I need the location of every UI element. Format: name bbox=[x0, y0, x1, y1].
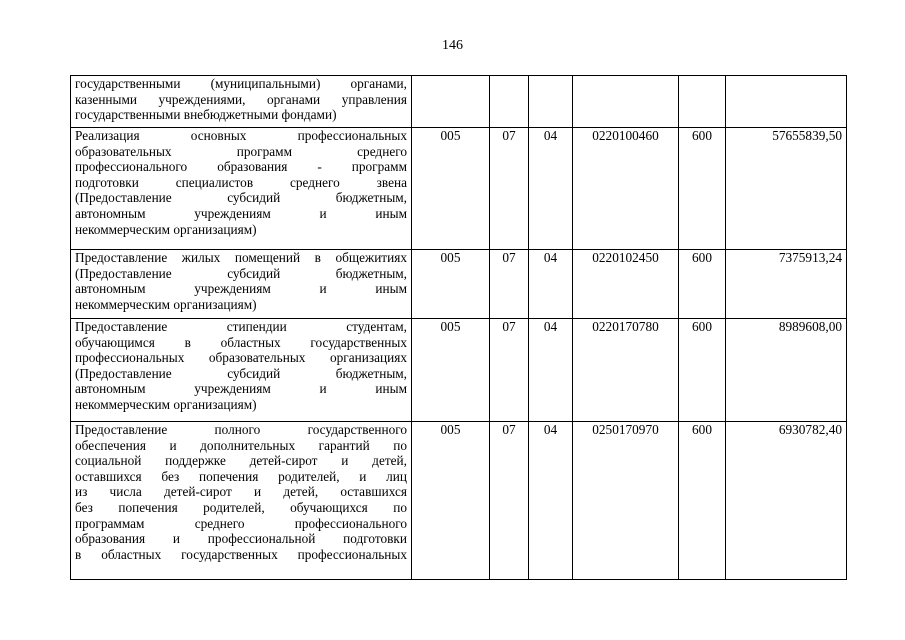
row-description bbox=[71, 76, 412, 128]
section-cell bbox=[490, 76, 529, 128]
target-article-cell: 0220102450 bbox=[573, 250, 679, 319]
description-line: подготовки специалистов среднего звена bbox=[75, 174, 407, 190]
section-cell: 07 bbox=[490, 250, 529, 319]
page-number: 146 bbox=[442, 38, 463, 53]
admin-code-cell bbox=[412, 76, 490, 128]
expense-kind-cell: 600 bbox=[679, 422, 726, 580]
table-row bbox=[71, 128, 847, 250]
amount-cell: 57655839,50 bbox=[726, 128, 847, 250]
description-line: (Предоставление субсидий бюджетным, bbox=[75, 365, 407, 381]
description-line: оставшихся без попечения родителей, и лиц bbox=[75, 468, 407, 484]
description-line: государственными внебюджетными фондами) bbox=[75, 107, 337, 123]
table-row bbox=[71, 422, 847, 580]
admin-code-cell: 005 bbox=[412, 128, 490, 250]
description-line: государственными (муниципальными) органами, bbox=[75, 76, 407, 91]
table-row bbox=[71, 76, 847, 128]
description-line: образования и профессиональной подготовки bbox=[75, 531, 407, 547]
subsection-cell: 04 bbox=[529, 319, 573, 422]
amount-cell: 8989608,00 bbox=[726, 319, 847, 422]
description-line: (Предоставление субсидий бюджетным, bbox=[75, 265, 407, 281]
table-row bbox=[71, 319, 847, 422]
description-line: обучающимся в областных государственных bbox=[75, 334, 407, 350]
description-line: автономным учреждениям и иным bbox=[75, 381, 407, 397]
admin-code-cell: 005 bbox=[412, 422, 490, 580]
amount-cell: 7375913,24 bbox=[726, 250, 847, 319]
amount-cell: 6930782,40 bbox=[726, 422, 847, 580]
target-article-cell bbox=[573, 76, 679, 128]
description-line: некоммерческим организациям) bbox=[75, 396, 257, 412]
table-body bbox=[71, 76, 847, 580]
description-line: Предоставление стипендии студентам, bbox=[75, 319, 407, 334]
admin-code-cell: 005 bbox=[412, 250, 490, 319]
description-line: автономным учреждениям и иным bbox=[75, 281, 407, 297]
description-line: в областных государственных профессиональных bbox=[75, 546, 407, 562]
description-line: профессиональных образовательных организациях bbox=[75, 350, 407, 366]
row-description bbox=[71, 250, 412, 319]
table-row bbox=[71, 250, 847, 319]
expense-kind-cell: 600 bbox=[679, 319, 726, 422]
section-cell: 07 bbox=[490, 319, 529, 422]
description-line: некоммерческим организациям) bbox=[75, 221, 257, 237]
section-cell: 07 bbox=[490, 128, 529, 250]
expense-kind-cell bbox=[679, 76, 726, 128]
subsection-cell bbox=[529, 76, 573, 128]
description-line: (Предоставление субсидий бюджетным, bbox=[75, 190, 407, 206]
description-line: казенными учреждениями, органами управления bbox=[75, 91, 407, 107]
amount-cell bbox=[726, 76, 847, 128]
description-line: Предоставление жилых помещений в общежитиях bbox=[75, 250, 407, 265]
description-line: некоммерческим организациям) bbox=[75, 296, 257, 312]
section-cell: 07 bbox=[490, 422, 529, 580]
budget-table bbox=[70, 75, 847, 580]
description-line: Предоставление полного государственного bbox=[75, 422, 407, 437]
description-line: социальной поддержке детей-сирот и детей, bbox=[75, 453, 407, 469]
description-line: обеспечения и дополнительных гарантий по bbox=[75, 437, 407, 453]
expense-kind-cell: 600 bbox=[679, 128, 726, 250]
subsection-cell: 04 bbox=[529, 250, 573, 319]
target-article-cell: 0220170780 bbox=[573, 319, 679, 422]
subsection-cell: 04 bbox=[529, 422, 573, 580]
subsection-cell: 04 bbox=[529, 128, 573, 250]
row-description bbox=[71, 319, 412, 422]
description-line: профессионального образования - программ bbox=[75, 159, 407, 175]
target-article-cell: 0250170970 bbox=[573, 422, 679, 580]
description-line: программам среднего профессионального bbox=[75, 515, 407, 531]
description-line: из числа детей-сирот и детей, оставшихся bbox=[75, 484, 407, 500]
description-line: Реализация основных профессиональных bbox=[75, 128, 407, 143]
row-description bbox=[71, 128, 412, 250]
row-description bbox=[71, 422, 412, 580]
target-article-cell: 0220100460 bbox=[573, 128, 679, 250]
description-line: автономным учреждениям и иным bbox=[75, 205, 407, 221]
description-line: образовательных программ среднего bbox=[75, 143, 407, 159]
expense-kind-cell: 600 bbox=[679, 250, 726, 319]
description-line: без попечения родителей, обучающихся по bbox=[75, 499, 407, 515]
admin-code-cell: 005 bbox=[412, 319, 490, 422]
